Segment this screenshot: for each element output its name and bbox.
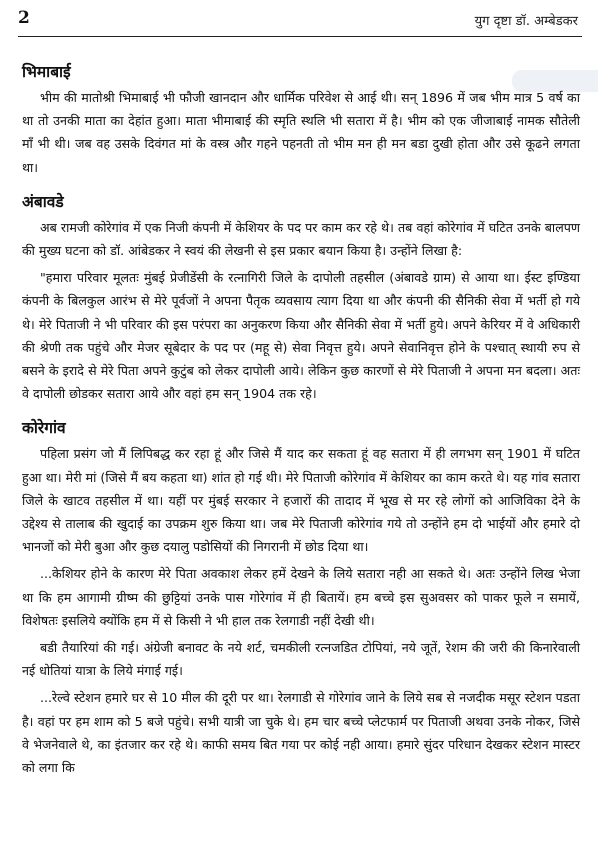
section-heading: अंबावडे — [22, 192, 64, 211]
section-bhimabai — [22, 60, 580, 179]
page-number: 2 — [18, 8, 30, 28]
section-ambavade — [22, 190, 580, 406]
quote-paragraph: "हमारा परिवार मूलतः मुंबई प्रेजीडेंसी के रत्नागिरी जिले के दापोली तहसील (अंबावडे ग्राम) से आया था। ईस्ट इण्डिया कंपनी के बिलकुल आरंभ से मेरे पूर्वजों ने अपना पैतृक व्यवसाय त्याग दिया था और कंपनी की सैनिकी सेवा में भर्ती हो गये थे। मेरे पिताजी ने भी परिवार की इस परंपरा का अनुकरण किया और सैनिकी सेवा में भर्ती हुये। अपने केरियर में वे अधिकारी की श्रेणी तक पहुंचे और मेजर सूबेदार के पद पर (महू से) सेवा निवृत्त हुये। अपने सेवानिवृत्त होने के पश्चात् स्थायी रुप से बसने के इरादे से मेरे पिता अपने कुटुंब को लेकर दापोली आये। लेकिन कुछ कारणों से मेरे पिताजी ने अपना मन बदला। अतः वे दापोली छोडकर सतारा आये और वहां हम सन् 1904 तक रहे। — [22, 270, 580, 402]
paragraph: पहिला प्रसंग जो मैं लिपिबद्ध कर रहा हूं और जिसे मैं याद कर सकता हूं वह सतारा में ही लगभग सन् 1901 में घटित हुआ था। मेरी मां (जिसे मैं बय कहता था) शांत हो गई थी। मेरे पिताजी कोरेगांव में केशियर का काम करते थे। यह गांव सतारा जिले के खाटव तहसील में था। यहीं पर मुंबई सरकार ने हजारों की तादाद में भूख से मर रहे लोगों को आजिविका देने के उद्देश्य से तालाब की खुदाई का उपक्रम शुरु किया था। जब मेरे पिताजी कोरेगांव गये तो उन्होंने हम दो भाईयों और हमारे दो भानजों को मेरी बुआ और कुछ दयालु पडोसियों की निगरानी में छोड दिया था। — [22, 446, 580, 555]
paragraph: ...रेल्वे स्टेशन हमारे घर से 10 मील की दूरी पर था। रेलगाडी से गोरेगांव जाने के लिये सब से नजदीक मसूर स्टेशन पडता है। वहां पर हम शाम को 5 बजे पहुंचे। सभी यात्री जा चुके थे। हम चार बच्चे प्लेटफार्म पर पिताजी अथवा उनके नोकर, जिसे वे भेजनेवाले थे, का इंतजार कर रहे थे। काफी समय बित गया पर कोई नही आया। हमारे सुंदर परिधान देखकर स्टेशन मास्टर को लगा कि — [22, 690, 580, 776]
section-heading: कोरेगांव — [22, 419, 66, 438]
paragraph: भीम की मातोश्री भिमाबाई भी फौजी खानदान और धार्मिक परिवेश से आई थी। सन् 1896 में जब भीम मात्र 5 वर्ष का था तो उनकी माता का देहांत हुआ। माता भीमाबाई की स्मृति स्थलि भी सतारा में है। भीम को एक जीजाबाई नामक सौतेली माँ भी थी। जब वह उसके दिवंगत मां के वस्त्र और गहने पहनती तो भीम मन ही मन बडा दुखी होता और उसे कूढने लगता था। — [22, 90, 580, 175]
page-content — [22, 60, 580, 783]
section-koregaon — [22, 416, 580, 779]
paragraph: ...केशियर होने के कारण मेरे पिता अवकाश लेकर हमें देखने के लिये सतारा नही आ सकते थे। अतः उन्होंने लिख भेजा था कि हम आगामी ग्रीष्म की छुट्टियां उनके पास गोरेगांव में ही बितायें। हम बच्चे इस सुअवसर को पाकर फूले न समायें, विशेषतः इसलिये क्योंकि हम में से किसी ने भी हाल तक रेलगाडी नहीं देखी थी। — [22, 566, 580, 628]
section-heading: भिमाबाई — [22, 63, 71, 81]
paragraph: अब रामजी कोरेगांव में एक निजी कंपनी में केशियर के पद पर काम कर रहे थे। तब वहां कोरेगांव में घटित उनके बालपण की मुख्य घटना को डॉ. आंबेडकर ने स्वयं की लेखनी से इस प्रकार बयान किया है। उन्होंने लिखा है: — [22, 219, 580, 259]
page-header — [18, 8, 582, 37]
running-title: युग दृष्टा डॉ. अम्बेडकर — [474, 14, 578, 29]
paragraph: बडी तैयारियां की गई। अंग्रेजी बनावट के नये शर्ट, चमकीली रत्नजडित टोपियां, नये जूतें, रेशम की जरी की किनारेवाली नई धोतियां यात्रा के लिये मंगाई गई। — [22, 640, 580, 679]
